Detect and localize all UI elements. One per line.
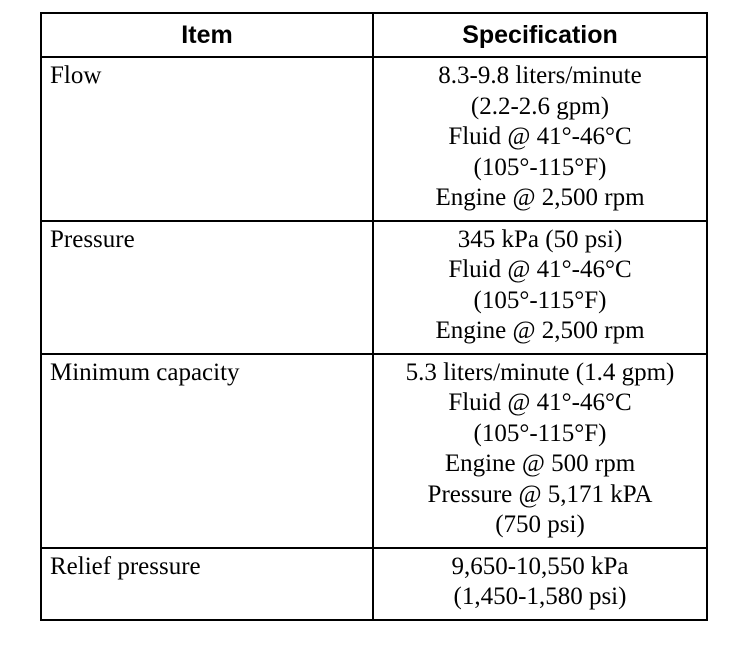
spec-line: (105°-115°F) [473, 286, 607, 314]
header-specification: Specification [373, 13, 707, 57]
item-flow: Flow [41, 57, 373, 221]
item-relief-pressure: Relief pressure [41, 548, 373, 620]
item-pressure: Pressure [41, 221, 373, 354]
spec-relief-pressure [373, 548, 707, 620]
header-item: Item [41, 13, 373, 57]
table-row-flow [41, 57, 707, 221]
spec-pressure [373, 221, 707, 354]
spec-line: (105°-115°F) [473, 419, 607, 447]
spec-line: (1,450-1,580 psi) [453, 583, 627, 610]
spec-line: (105°-115°F) [473, 153, 607, 181]
spec-line: 8.3-9.8 liters/minute [438, 62, 642, 89]
table-header-row [41, 13, 707, 57]
spec-line: 5.3 liters/minute (1.4 gpm) [405, 358, 675, 386]
spec-line: Fluid @ 41°-46°C [448, 256, 632, 283]
spec-line: Fluid @ 41°-46°C [448, 389, 632, 416]
specification-table [40, 12, 708, 621]
item-minimum-capacity: Minimum capacity [41, 354, 373, 548]
spec-line: Engine @ 2,500 rpm [435, 317, 645, 344]
spec-line: 9,650-10,550 kPa [451, 552, 629, 580]
spec-minimum-capacity [373, 354, 707, 548]
spec-line: 345 kPa (50 psi) [457, 225, 623, 253]
spec-line: (2.2-2.6 gpm) [470, 92, 610, 120]
spec-line: Fluid @ 41°-46°C [448, 123, 632, 150]
table-row-pressure [41, 221, 707, 354]
spec-line: (750 psi) [495, 511, 585, 538]
table-row-minimum-capacity [41, 354, 707, 548]
spec-line: Engine @ 500 rpm [444, 450, 636, 477]
spec-line: Pressure @ 5,171 kPA [427, 480, 653, 508]
table-row-relief-pressure [41, 548, 707, 620]
spec-flow [373, 57, 707, 221]
spec-line: Engine @ 2,500 rpm [435, 184, 645, 211]
